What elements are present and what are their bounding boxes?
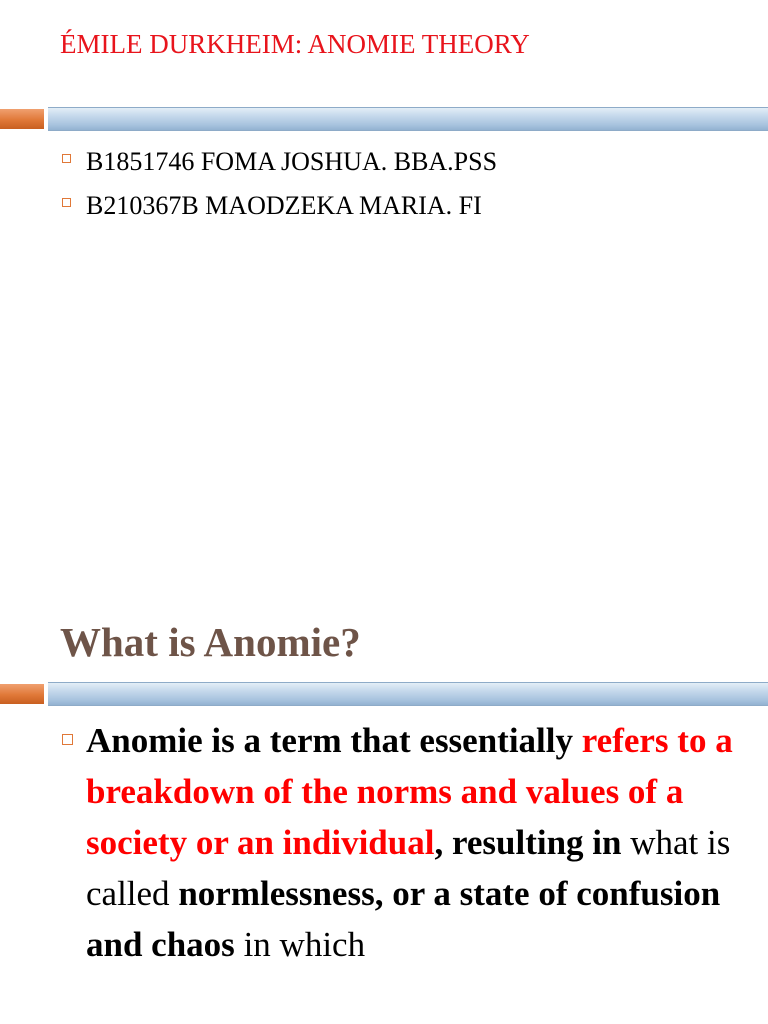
student-list — [62, 140, 497, 228]
definition-highlight: refers to a breakdown of the norms and values of a society or an individual — [86, 721, 733, 862]
definition-paragraph — [60, 715, 740, 970]
divider-blue-bar — [48, 682, 768, 706]
square-bullet-icon — [62, 198, 71, 207]
slide-1-title: ÉMILE DURKHEIM: ANOMIE THEORY — [60, 29, 530, 59]
title-divider-band — [0, 107, 768, 131]
square-bullet-icon — [62, 154, 71, 163]
divider-orange-block — [0, 109, 44, 129]
divider-blue-bar — [48, 107, 768, 131]
list-item — [62, 184, 497, 228]
definition-bold-1: , resulting in — [434, 823, 622, 862]
square-bullet-icon — [62, 734, 73, 745]
student-entry: B1851746 FOMA JOSHUA. BBA.PSS — [86, 147, 498, 176]
list-item — [62, 140, 497, 184]
definition-lead: Anomie is a term that essentially — [86, 721, 582, 760]
definition-plain-1: what is called — [86, 823, 731, 913]
slide-2-title: What is Anomie? — [60, 619, 361, 665]
title-divider-band — [0, 682, 768, 706]
definition-plain-2: in which — [234, 925, 366, 964]
divider-orange-block — [0, 684, 44, 704]
student-entry: B210367B MAODZEKA MARIA. FI — [86, 191, 482, 220]
slide-2 — [0, 560, 768, 1024]
definition-bold-2: normlessness, or a state of confusion and chaos — [86, 874, 721, 964]
